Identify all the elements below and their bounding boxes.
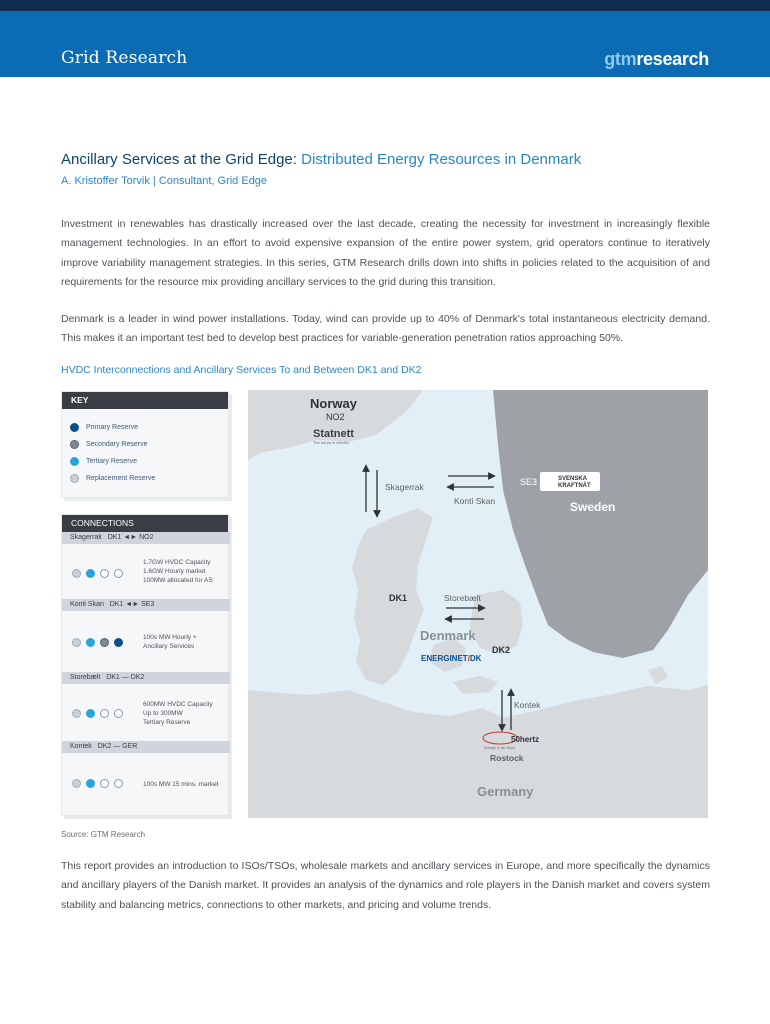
svenska-line-1: SVENSKA	[558, 476, 588, 482]
connection-kontek-bar	[62, 741, 230, 753]
intro-paragraph-2: Denmark is a leader in wind power installations. Today, wind can provide up to 40% of Denmark's total instantaneous electricity demand. This makes it an important test bed to develop best practices for variable-generation penetration ratios approaching 50%.	[61, 313, 710, 345]
connection-name: Kontek	[70, 743, 92, 750]
tertiary-reserve-dot	[86, 709, 95, 718]
header-title: Grid Research	[61, 48, 188, 68]
no2-label: NO2	[326, 412, 345, 422]
desc-line: 1.6GW Hourly market	[143, 568, 206, 575]
statnett-logo-text: Statnett	[313, 428, 354, 440]
intro-paragraph-1: Investment in renewables has drastically increased over the last decade, creating the necessity for investment in increasingly flexible management technologies. In an effort to avoid expensive expansion of the entire power system, grid operators continue to iteratively improve variability management strategies. In this series, GTM Research drills down into shifts in policies related to the acquisition of and requirements for the resource mix providing ancillary services to the grid during this transition.	[61, 218, 710, 288]
desc-line: 100s MW 15 mins. market	[143, 781, 219, 788]
primary-reserve-dot	[70, 423, 79, 432]
gtm-research-logo	[604, 49, 709, 70]
svenska-line-2: KRAFTNÄT	[558, 483, 591, 489]
key-item-tertiary	[70, 454, 137, 468]
desc-line: 100s MW Hourly +	[143, 634, 197, 641]
replacement-reserve-dot	[72, 709, 81, 718]
empty-dot	[114, 569, 123, 578]
key-label: Secondary Reserve	[86, 440, 148, 448]
dk1-label: DK1	[389, 593, 408, 603]
key-panel	[61, 391, 229, 498]
connection-name: Skagerrak	[70, 534, 102, 541]
connection-route: DK1 — DK2	[106, 674, 145, 681]
se3-label: SE3	[520, 477, 538, 487]
connection-description	[143, 780, 227, 789]
empty-dot	[100, 779, 109, 788]
tertiary-reserve-dot	[86, 569, 95, 578]
energinet-logo-text	[421, 654, 482, 663]
connection-route: DK2 — GER	[97, 743, 138, 750]
tertiary-reserve-dot	[86, 779, 95, 788]
secondary-reserve-dot	[100, 638, 109, 647]
figure-source: Source: GTM Research	[61, 830, 146, 839]
desc-line: Up to 300MW	[143, 710, 183, 717]
document-title	[61, 151, 581, 168]
replacement-reserve-dot	[72, 638, 81, 647]
kontek-label: Kontek	[514, 700, 541, 710]
reserve-dots	[72, 709, 128, 718]
energinet-slash: /	[467, 654, 470, 663]
key-item-secondary	[70, 437, 147, 451]
desc-line: Tertiary Reserve	[143, 719, 191, 726]
connections-heading: CONNECTIONS	[62, 515, 228, 532]
brand-prefix: gtm	[604, 49, 637, 69]
key-item-primary	[70, 420, 138, 434]
replacement-reserve-dot	[72, 779, 81, 788]
empty-dot	[114, 779, 123, 788]
connection-konti-skan-bar	[62, 599, 230, 611]
tertiary-reserve-dot	[70, 457, 79, 466]
primary-reserve-dot	[114, 638, 123, 647]
closing-paragraph: This report provides an introduction to ISOs/TSOs, wholesale markets and ancillary services in Europe, and more specifically the dynamics and ancillary players of the Danish market. It provides an analysis of the dynamics and role players in the Danish market and covers system stability and balancing metrics, connections to other markets, and pricing and volume trends.	[61, 860, 710, 911]
key-heading: KEY	[62, 392, 228, 409]
energinet-a: ENERGINET	[421, 654, 468, 663]
rostock-label: Rostock	[490, 753, 524, 763]
key-label: Replacement Reserve	[86, 474, 156, 482]
connection-name: Storebælt	[70, 674, 101, 681]
connection-description	[143, 633, 227, 651]
top-accent-bar	[0, 0, 770, 11]
storebaelt-label: Storebælt	[444, 593, 481, 603]
brand-suffix: research	[636, 49, 709, 69]
connection-name: Konti Skan	[70, 601, 104, 608]
reserve-dots	[72, 638, 128, 647]
desc-line: 600MW HVDC Capacity	[143, 701, 213, 708]
statnett-tagline: The future is electric	[313, 440, 350, 445]
page-header	[0, 11, 770, 77]
document-author: A. Kristoffer Torvik | Consultant, Grid Edge	[61, 175, 268, 187]
map-svg	[248, 390, 708, 818]
empty-dot	[100, 569, 109, 578]
key-item-replacement	[70, 471, 155, 485]
connection-route: DK1 ◄► SE3	[109, 601, 155, 608]
energinet-b: DK	[469, 654, 482, 663]
secondary-reserve-dot	[70, 440, 79, 449]
key-label: Tertiary Reserve	[86, 457, 137, 465]
desc-line: 1.7GW HVDC Capacity	[143, 559, 211, 566]
title-main: Ancillary Services at the Grid Edge:	[61, 151, 297, 168]
tertiary-reserve-dot	[86, 638, 95, 647]
connection-description	[143, 700, 227, 727]
connection-storebaelt-bar	[62, 672, 230, 684]
interconnection-map	[248, 390, 708, 818]
connections-panel	[61, 514, 229, 816]
empty-dot	[114, 709, 123, 718]
desc-line: Ancillary Services	[143, 643, 195, 650]
fiftyhertz-logo-text: 50hertz	[511, 735, 540, 744]
connection-skagerrak-bar	[62, 532, 230, 544]
sweden-label: Sweden	[570, 500, 616, 514]
desc-line: 100MW allocated for AS	[143, 577, 213, 584]
denmark-label: Denmark	[420, 628, 476, 643]
connection-description	[143, 558, 227, 585]
norway-label: Norway	[310, 396, 357, 411]
connection-route: DK1 ◄► NO2	[107, 534, 154, 541]
fiftyhertz-tagline: Energie in der Hand	[484, 746, 516, 750]
figure-caption: HVDC Interconnections and Ancillary Services To and Between DK1 and DK2	[61, 364, 422, 376]
skagerrak-label: Skagerrak	[385, 482, 424, 492]
reserve-dots	[72, 569, 128, 578]
title-sub: Distributed Energy Resources in Denmark	[296, 151, 582, 168]
konti-skan-label: Konti Skan	[454, 496, 496, 506]
replacement-reserve-dot	[72, 569, 81, 578]
germany-label: Germany	[477, 784, 534, 799]
dk2-label: DK2	[492, 645, 511, 655]
empty-dot	[100, 709, 109, 718]
replacement-reserve-dot	[70, 474, 79, 483]
reserve-dots	[72, 779, 128, 788]
key-label: Primary Reserve	[86, 423, 139, 431]
